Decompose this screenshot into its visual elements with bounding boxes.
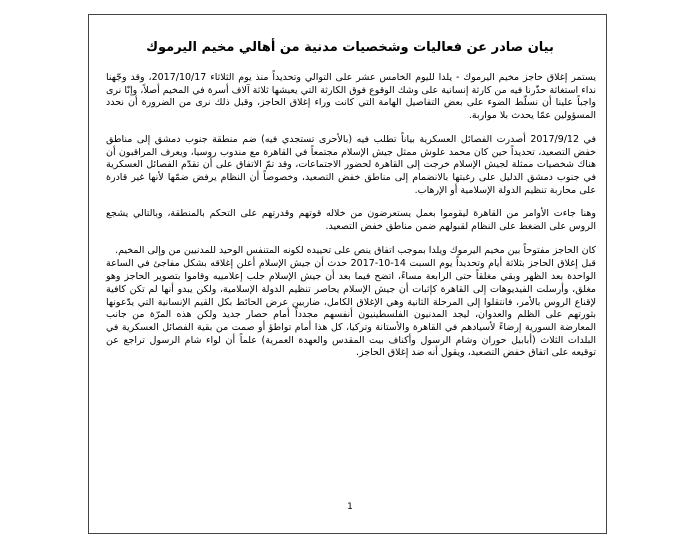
document-title: بيان صادر عن فعاليات وشخصيات مدنية من أهالي مخيم اليرموك: [146, 40, 554, 55]
paragraph-1: يستمر إغلاق حاجز مخيم اليرموك - يلدا لليوم الخامس عشر على التوالي وتحديداً منذ يوم الثلاثاء 2017/10/17، وقد وجّهنا نداء استغاثة حذّرنا فيه من كارثة إنسانية على وشك الوقوع فوق الكارثة التي يعيشها ثلاثة آلاف أسرة في المخيم أصلاً، وإنّا نرى واجباً علينا أن نسلّط الضوء على بعض التفاصيل الهامة التي كانت وراء إغلاق الحاجز، وقبل ذلك نرى من الضرورة أن نحدد المسؤولين عمّا يحدث بلا مواربة.: [106, 72, 596, 122]
paragraph-3: وهنا جاءت الأوامر من القاهرة ليقوموا بعمل يستعرضون من خلاله قوتهم وقدرتهم على التحكم بالمنطقة، وبالتالي يشجع الروس على الضغط على النظام لقبولهم ضمن مناطق خفض التصعيد.: [106, 208, 596, 233]
paragraph-2: في 2017/9/12 أصدرت الفصائل العسكرية بياناً تطلب فيه (بالأحرى تستجدي فيه) ضم منطقة جنوب دمشق إلى مناطق خفض التصعيد، تحديداً حين كان محمد علوش ممثل جيش الإسلام مجتمعاً في القاهرة مع مندوب روسيا، ويعرف المراقبون أن هناك شخصيات ممثلة لجيش الإسلام خرجت إلى القاهرة لحضور الاجتماعات، وقد تمّ الاتفاق على أن تقدّم الفصائل العسكرية في جنوب دمشق الدليل على رغبتها بالانضمام إلى مناطق خفض التصعيد، وخصوصاً أن النظام يرفض ضمّها لأنها غير قادرة على محاربة تنظيم الدولة الإسلامية أو الإرهاب.: [106, 133, 596, 196]
paragraph-5: قبل إغلاق الحاجز بثلاثة أيام وتحديداً يوم السبت 14-10-2017 حدث أن جيش الإسلام أعلن إغلاقه بشكل مفاجئ في الساعة الواحدة بعد الظهر وبقي مغلقاً حتى الرابعة مساءً، اتضح فيما بعد أن جيش الإسلام جلب إعلامييه وقاموا بتصوير الحاجز وهو مغلق، وأرسلت الفيديوهات إلى القاهرة كإثبات أن جيش الإسلام يحاصر تنظيم الدولة الإسلامية، ولكن يبدو أنها لم تكن كافية لإقناع الروس بالأمر، فانتقلوا إلى المرحلة الثانية وهي الإغلاق الكامل، ضاربين عرض الحائط بكل القيم الإنسانية التي يدّعونها بثورتهم على الظلم والعدوان، ليجد المدنيون الفلسطينيون أنفسهم مجدداً أمام حصار جديد ولكن هذه المرّة من جانب المعارضة السورية إرضاءً لأسيادهم في القاهرة والأستانة وتركيا، كل هذا أمام تواطؤ أو صمت من بقية الفصائل العسكرية في البلدات الثلاث (أبابيل حوران وشام الرسول وأكناف بيت المقدس والعهدة العمرية) علماً أن لواء شام الرسول تراجع عن توقيعه على اتفاق خفض التصعيد، ويقول أنه ضد إغلاق الحاجز.: [106, 258, 596, 359]
paragraph-4: كان الحاجز مفتوحاً بين مخيم اليرموك ويلدا بموجب اتفاق ينص على تحييده لكونه المتنفس الوحيد للمدنيين من وإلى المخيم.: [115, 244, 596, 256]
document-body: [106, 72, 596, 371]
page-number: 1: [347, 502, 353, 512]
